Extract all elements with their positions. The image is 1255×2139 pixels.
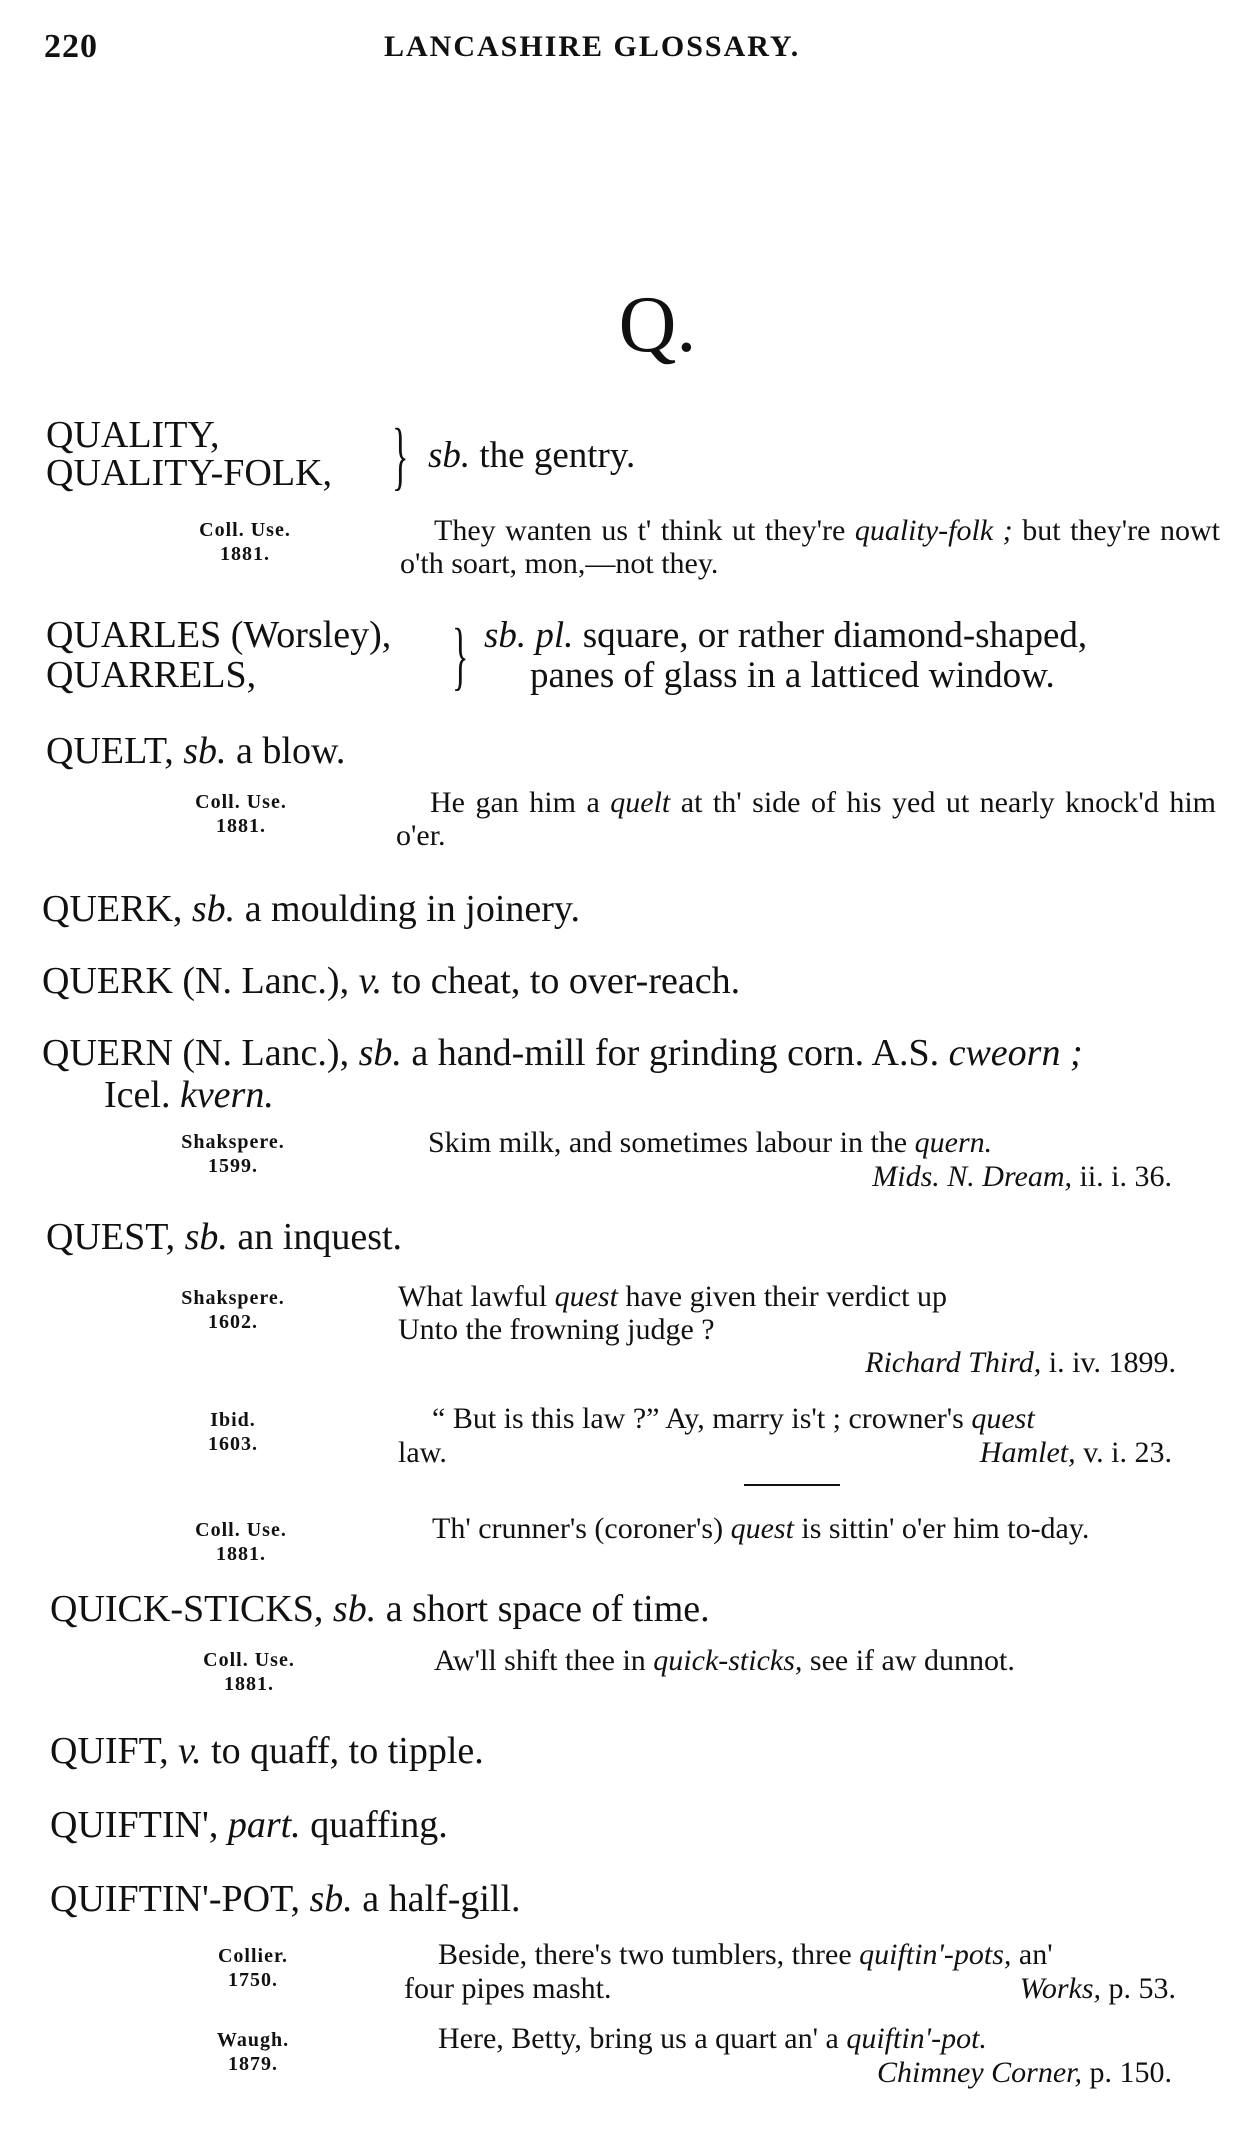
entry-quift: QUIFT, v. to quaff, to tipple. <box>50 1730 484 1772</box>
citation-quote: Aw'll shift thee in quick-sticks, see if aw dunnot. <box>434 1644 1015 1677</box>
citation-source: Ibid. 1603. <box>208 1409 258 1455</box>
separator-rule <box>744 1484 840 1486</box>
citation-quote-cont: law. <box>398 1436 447 1469</box>
citation-source: Waugh. 1879. <box>216 2029 290 2075</box>
definition-cont: panes of glass in a latticed window. <box>530 655 1055 696</box>
page-number: 220 <box>44 28 98 65</box>
citation-source: Collier. 1750. <box>217 1945 289 1991</box>
citation-source: Shakspere. 1599. <box>181 1131 285 1177</box>
citation-reference: Works, p. 53. <box>1019 1972 1176 2005</box>
headword: QUEST, sb. an inquest. <box>46 1216 403 1258</box>
entry-querk-nlanc: QUERK (N. Lanc.), v. to cheat, to over-reach. <box>42 960 741 1002</box>
definition: sb. the gentry. <box>428 435 636 476</box>
headword: QUALITY-FOLK, <box>46 452 333 494</box>
citation-reference: Hamlet, v. i. 23. <box>979 1436 1172 1469</box>
entry-querk: QUERK, sb. a moulding in joinery. <box>42 888 580 930</box>
headword: QUIFTIN'-POT, sb. a half-gill. <box>50 1878 521 1920</box>
citation-source: Coll. Use. 1881. <box>195 1519 287 1565</box>
entry-quiftin: QUIFTIN', part. quaffing. <box>50 1804 448 1846</box>
citation-quote: Th' crunner's (coroner's) quest is sittin' o'er him to-day. <box>432 1512 1090 1545</box>
citation-quote: Beside, there's two tumblers, three quiftin'-pots, an' <box>438 1938 1053 1971</box>
headword: QUARLES (Worsley), <box>46 614 392 656</box>
citation-reference: Mids. N. Dream, ii. i. 36. <box>872 1160 1172 1193</box>
citation-quote: What lawful quest have given their verdict up Unto the frowning judge ? <box>398 1280 947 1346</box>
citation-source: Coll. Use. 1881. <box>199 519 291 565</box>
citation-source: Coll. Use. 1881. <box>195 791 287 837</box>
headword-cont: Icel. kvern. <box>104 1074 274 1116</box>
citation-reference: Chimney Corner, p. 150. <box>877 2056 1172 2089</box>
running-title: LANCASHIRE GLOSSARY. <box>384 30 801 63</box>
brace: } <box>452 614 469 698</box>
brace: } <box>392 414 409 498</box>
definition: sb. pl. square, or rather diamond-shaped, <box>484 615 1088 656</box>
headword: QUERN (N. Lanc.), sb. a hand-mill for grinding corn. A.S. cweorn ; <box>42 1032 1083 1074</box>
page-header <box>44 28 1211 68</box>
headword: QUARRELS, <box>46 654 257 696</box>
citation-quote: He gan him a quelt at th' side of his yed ut nearly knock'd him o'er. <box>396 786 1216 852</box>
citation-source: Shakspere. 1602. <box>181 1287 285 1333</box>
headword: QUELT, sb. a blow. <box>46 730 346 772</box>
headword: QUICK-STICKS, sb. a short space of time. <box>50 1588 710 1630</box>
citation-reference: Richard Third, i. iv. 1899. <box>865 1346 1176 1379</box>
citation-quote: Skim milk, and sometimes labour in the quern. <box>428 1126 993 1159</box>
citation-source: Coll. Use. 1881. <box>203 1649 295 1695</box>
citation-quote: Here, Betty, bring us a quart an' a quiftin'-pot. <box>438 2022 987 2055</box>
citation-quote: “ But is this law ?” Ay, marry is't ; crowner's quest <box>432 1402 1035 1435</box>
citation-quote-cont: four pipes masht. <box>404 1972 612 2005</box>
headword: QUALITY, <box>46 414 220 456</box>
citation-quote: They wanten us t' think ut they're quality-folk ; but they're nowt o'th soart, mon,—not they. <box>400 514 1220 580</box>
section-letter: Q. <box>618 281 697 369</box>
